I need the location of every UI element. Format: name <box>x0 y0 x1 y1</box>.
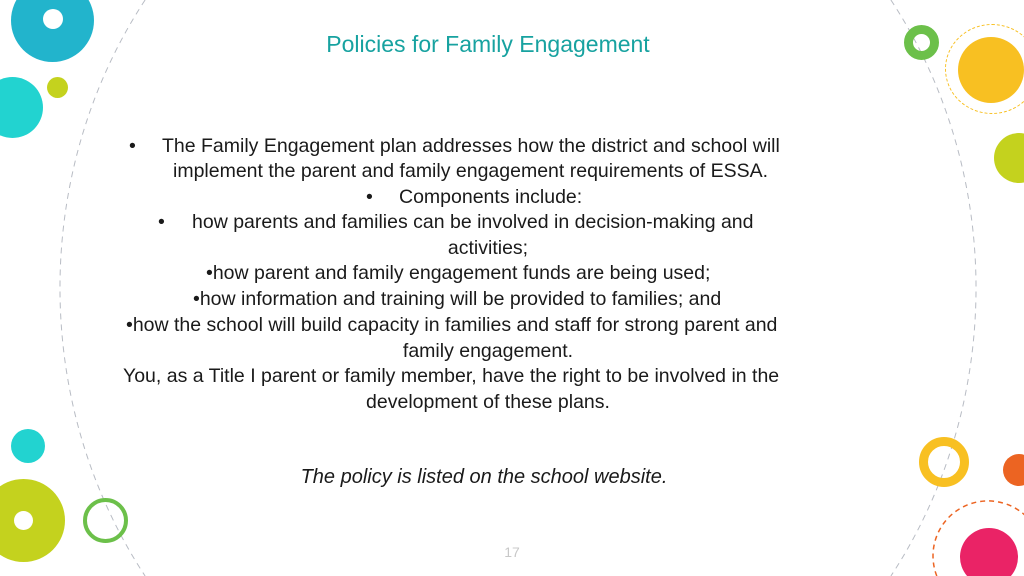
body-line: Components include: <box>399 186 583 208</box>
body-line: activities; <box>447 237 529 259</box>
body-line: •how parent and family engagement funds are being used; <box>206 262 711 284</box>
body-line: •how information and training will be provided to families; and <box>193 288 722 310</box>
cyan-dot-decoration <box>11 429 45 463</box>
bullet-marker: • <box>129 135 136 157</box>
body-line: •how the school will build capacity in families and staff for strong parent and <box>126 314 778 336</box>
green-ring-decoration <box>83 498 128 543</box>
body-line: how parents and families can be involved in decision-making and <box>192 211 754 233</box>
lime-ring-hole <box>14 511 33 530</box>
dashed-arc-left-decoration <box>60 0 145 576</box>
page-number: 17 <box>504 544 520 560</box>
lime-dot-decoration <box>47 77 68 98</box>
blue-ring-hole <box>43 9 63 29</box>
body-line: implement the parent and family engagement requirements of ESSA. <box>173 160 769 182</box>
policy-note: The policy is listed on the school website. <box>300 466 668 488</box>
bullet-marker: • <box>158 211 165 233</box>
body-line: The Family Engagement plan addresses how the district and school will <box>162 135 780 157</box>
body-line: You, as a Title I parent or family member, have the right to be involved in the <box>123 365 780 387</box>
body-line: family engagement. <box>402 340 574 362</box>
slide-title: Policies for Family Engagement <box>326 31 650 57</box>
bullet-marker: • <box>366 186 373 208</box>
body-line: development of these plans. <box>366 391 610 413</box>
